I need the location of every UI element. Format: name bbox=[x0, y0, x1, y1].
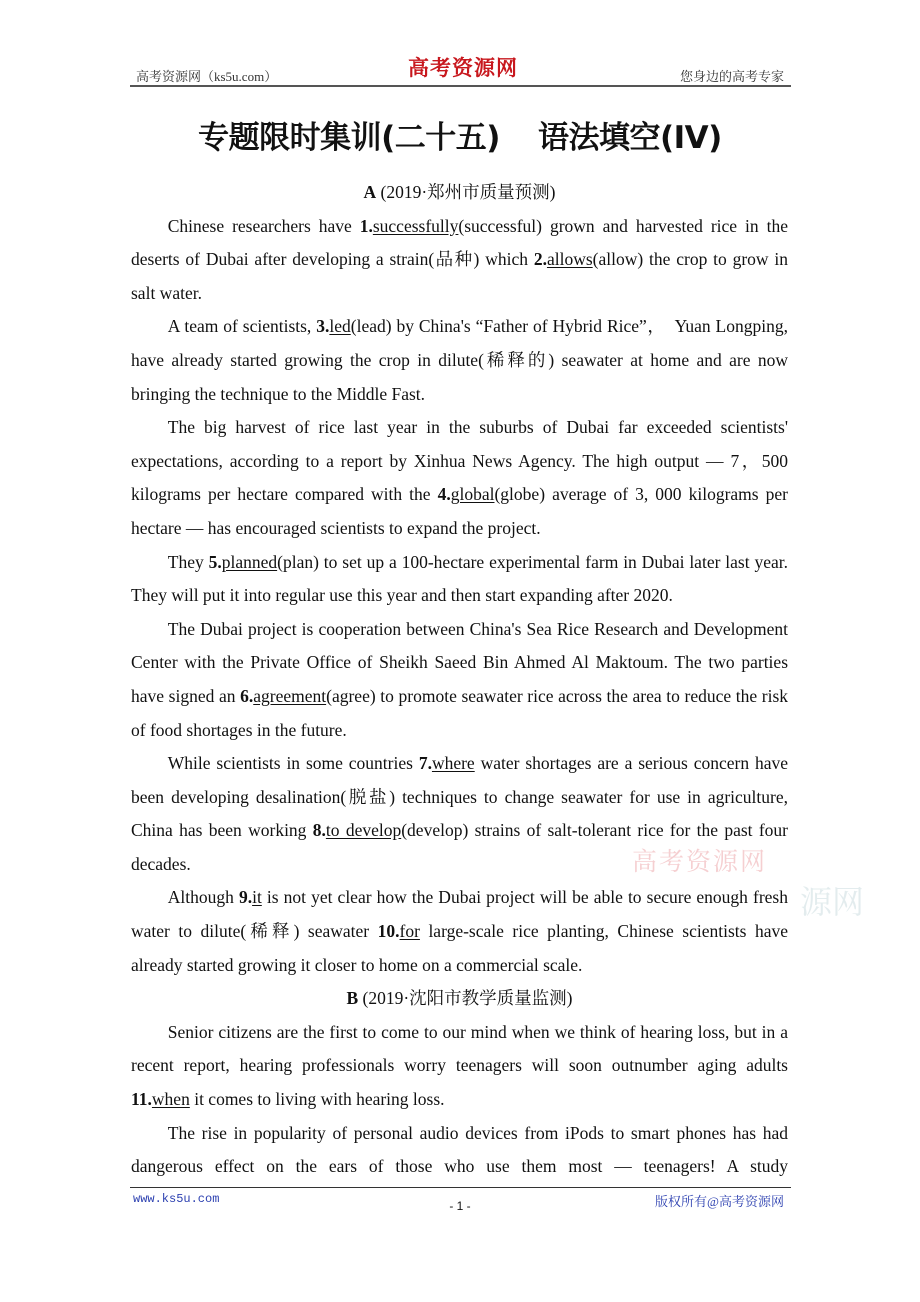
text-run: Chinese researchers have bbox=[167, 215, 360, 236]
text-run: (allow) the crop to grow in salt water. bbox=[131, 249, 789, 303]
footer-url-link[interactable]: www.ks5u.com bbox=[133, 1192, 220, 1206]
document-body bbox=[131, 176, 806, 1184]
text-run: While scientists in some countries bbox=[167, 753, 419, 774]
blank-number: 2. bbox=[533, 249, 547, 270]
blank-answer: to develop bbox=[325, 820, 402, 841]
header-site-name: 高考资源网（ks5u.com） bbox=[136, 69, 278, 84]
text-run: The Dubai project is cooperation between China's Sea Rice Research and Development Center with the Private Office of Sheikh Saeed Bin Ahmed Al Maktoum. The two parties have signed an bbox=[131, 618, 788, 706]
blank-number: 7. bbox=[418, 753, 432, 774]
paragraph bbox=[131, 613, 788, 747]
blank-answer: led bbox=[329, 316, 351, 337]
blank-answer: when bbox=[151, 1089, 190, 1110]
footer-divider bbox=[130, 1187, 791, 1188]
section-source: (2019·郑州市质量预测) bbox=[380, 182, 556, 202]
paragraph bbox=[131, 546, 806, 613]
text-run: (plan) to set up a 100-hectare experimental farm in Dubai later last year. They will put it into regular use this year and then start expanding after 2020. bbox=[131, 551, 806, 606]
text-run: large-scale rice planting, Chinese scientists have already started growing it closer to home on a commercial scale. bbox=[131, 921, 788, 975]
blank-answer: allows bbox=[546, 249, 593, 270]
watermark-fragment: 源网 bbox=[800, 884, 865, 920]
header-logo: 高考资源网 bbox=[408, 56, 518, 80]
section-heading bbox=[131, 982, 788, 1016]
blank-answer: global bbox=[450, 484, 495, 505]
blank-number: 3. bbox=[316, 316, 330, 337]
text-run: (globe) average of 3, 000 kilograms per hectare — has encouraged scientists to expand the project. bbox=[131, 484, 788, 538]
text-run: (agree) to promote seawater rice across the area to reduce the risk of food shortages in the future. bbox=[131, 685, 788, 740]
paragraph bbox=[131, 210, 788, 311]
blank-answer: it bbox=[252, 887, 262, 908]
blank-answer: where bbox=[431, 753, 475, 774]
text-run: Although bbox=[167, 887, 239, 908]
watermark: 高考资源网 bbox=[632, 849, 768, 876]
blank-number: 4. bbox=[437, 484, 451, 505]
title-main: 专题限时集训(二十五) bbox=[198, 120, 500, 156]
text-run: water shortages are a serious concern have been developing desalination(脱盐) techniques to change seawater for use in agriculture, China has been working bbox=[131, 753, 788, 841]
blank-number: 8. bbox=[312, 820, 326, 841]
paragraph bbox=[131, 411, 788, 545]
text-run: They bbox=[167, 551, 209, 572]
paragraph bbox=[131, 1117, 788, 1184]
blank-number: 9. bbox=[238, 887, 253, 908]
text-run: A team of scientists, bbox=[167, 316, 317, 337]
blank-number: 1. bbox=[359, 215, 373, 236]
blank-answer: successfully bbox=[372, 215, 459, 236]
text-run: The rise in popularity of personal audio devices from iPods to smart phones has had dangerous effect on the ears of those who use them most — teenagers! A study bbox=[131, 1122, 788, 1177]
text-run: Senior citizens are the first to come to our mind when we think of hearing loss, but in a recent report, hearing professionals worry teenagers will soon outnumber aging adults bbox=[131, 1021, 788, 1076]
blank-number: 6. bbox=[240, 685, 254, 706]
text-run: (lead) by China's “Father of Hybrid Rice”， Yuan Longping, have already started growing the crop in dilute(稀释的) seawater at home and are now bringing the technique to the Middle Fast. bbox=[131, 316, 788, 404]
text-run: (develop) strains of salt-tolerant rice for the past four decades. bbox=[131, 820, 788, 874]
paragraph bbox=[131, 310, 788, 411]
text-run: The big harvest of rice last year in the suburbs of Dubai far exceeded scientists' expectations, according to a report by Xinhua News Agency. The high output — 7，500 kilograms per hectare compared with the bbox=[131, 417, 788, 505]
blank-number: 10. bbox=[377, 921, 400, 942]
paragraph bbox=[131, 1016, 788, 1117]
text-run: it comes to living with hearing loss. bbox=[189, 1089, 445, 1110]
paragraph bbox=[131, 881, 788, 982]
text-run: is not yet clear how the Dubai project will be able to secure enough fresh water to dilute(稀释) seawater bbox=[131, 887, 788, 942]
title-sub: 语法填空(IV) bbox=[537, 120, 722, 156]
section-heading bbox=[131, 176, 788, 210]
header-divider bbox=[130, 85, 791, 87]
blank-number: 5. bbox=[208, 551, 222, 572]
text-run: (successful) grown and harvested rice in the deserts of Dubai after developing a strain(品种) which bbox=[131, 215, 788, 270]
section-label: B bbox=[346, 988, 359, 1009]
section-label: A bbox=[363, 182, 377, 202]
page-title bbox=[0, 112, 920, 157]
blank-number: 11. bbox=[131, 1089, 152, 1110]
blank-answer: agreement bbox=[253, 685, 327, 706]
blank-answer: planned bbox=[221, 551, 278, 572]
blank-answer: for bbox=[399, 921, 420, 942]
header-slogan: 您身边的高考专家 bbox=[679, 69, 784, 84]
footer-copyright: 版权所有@高考资源网 bbox=[655, 1194, 784, 1209]
page-number: - 1 - bbox=[449, 1199, 471, 1213]
section-source: (2019·沈阳市教学质量监测) bbox=[362, 988, 573, 1009]
